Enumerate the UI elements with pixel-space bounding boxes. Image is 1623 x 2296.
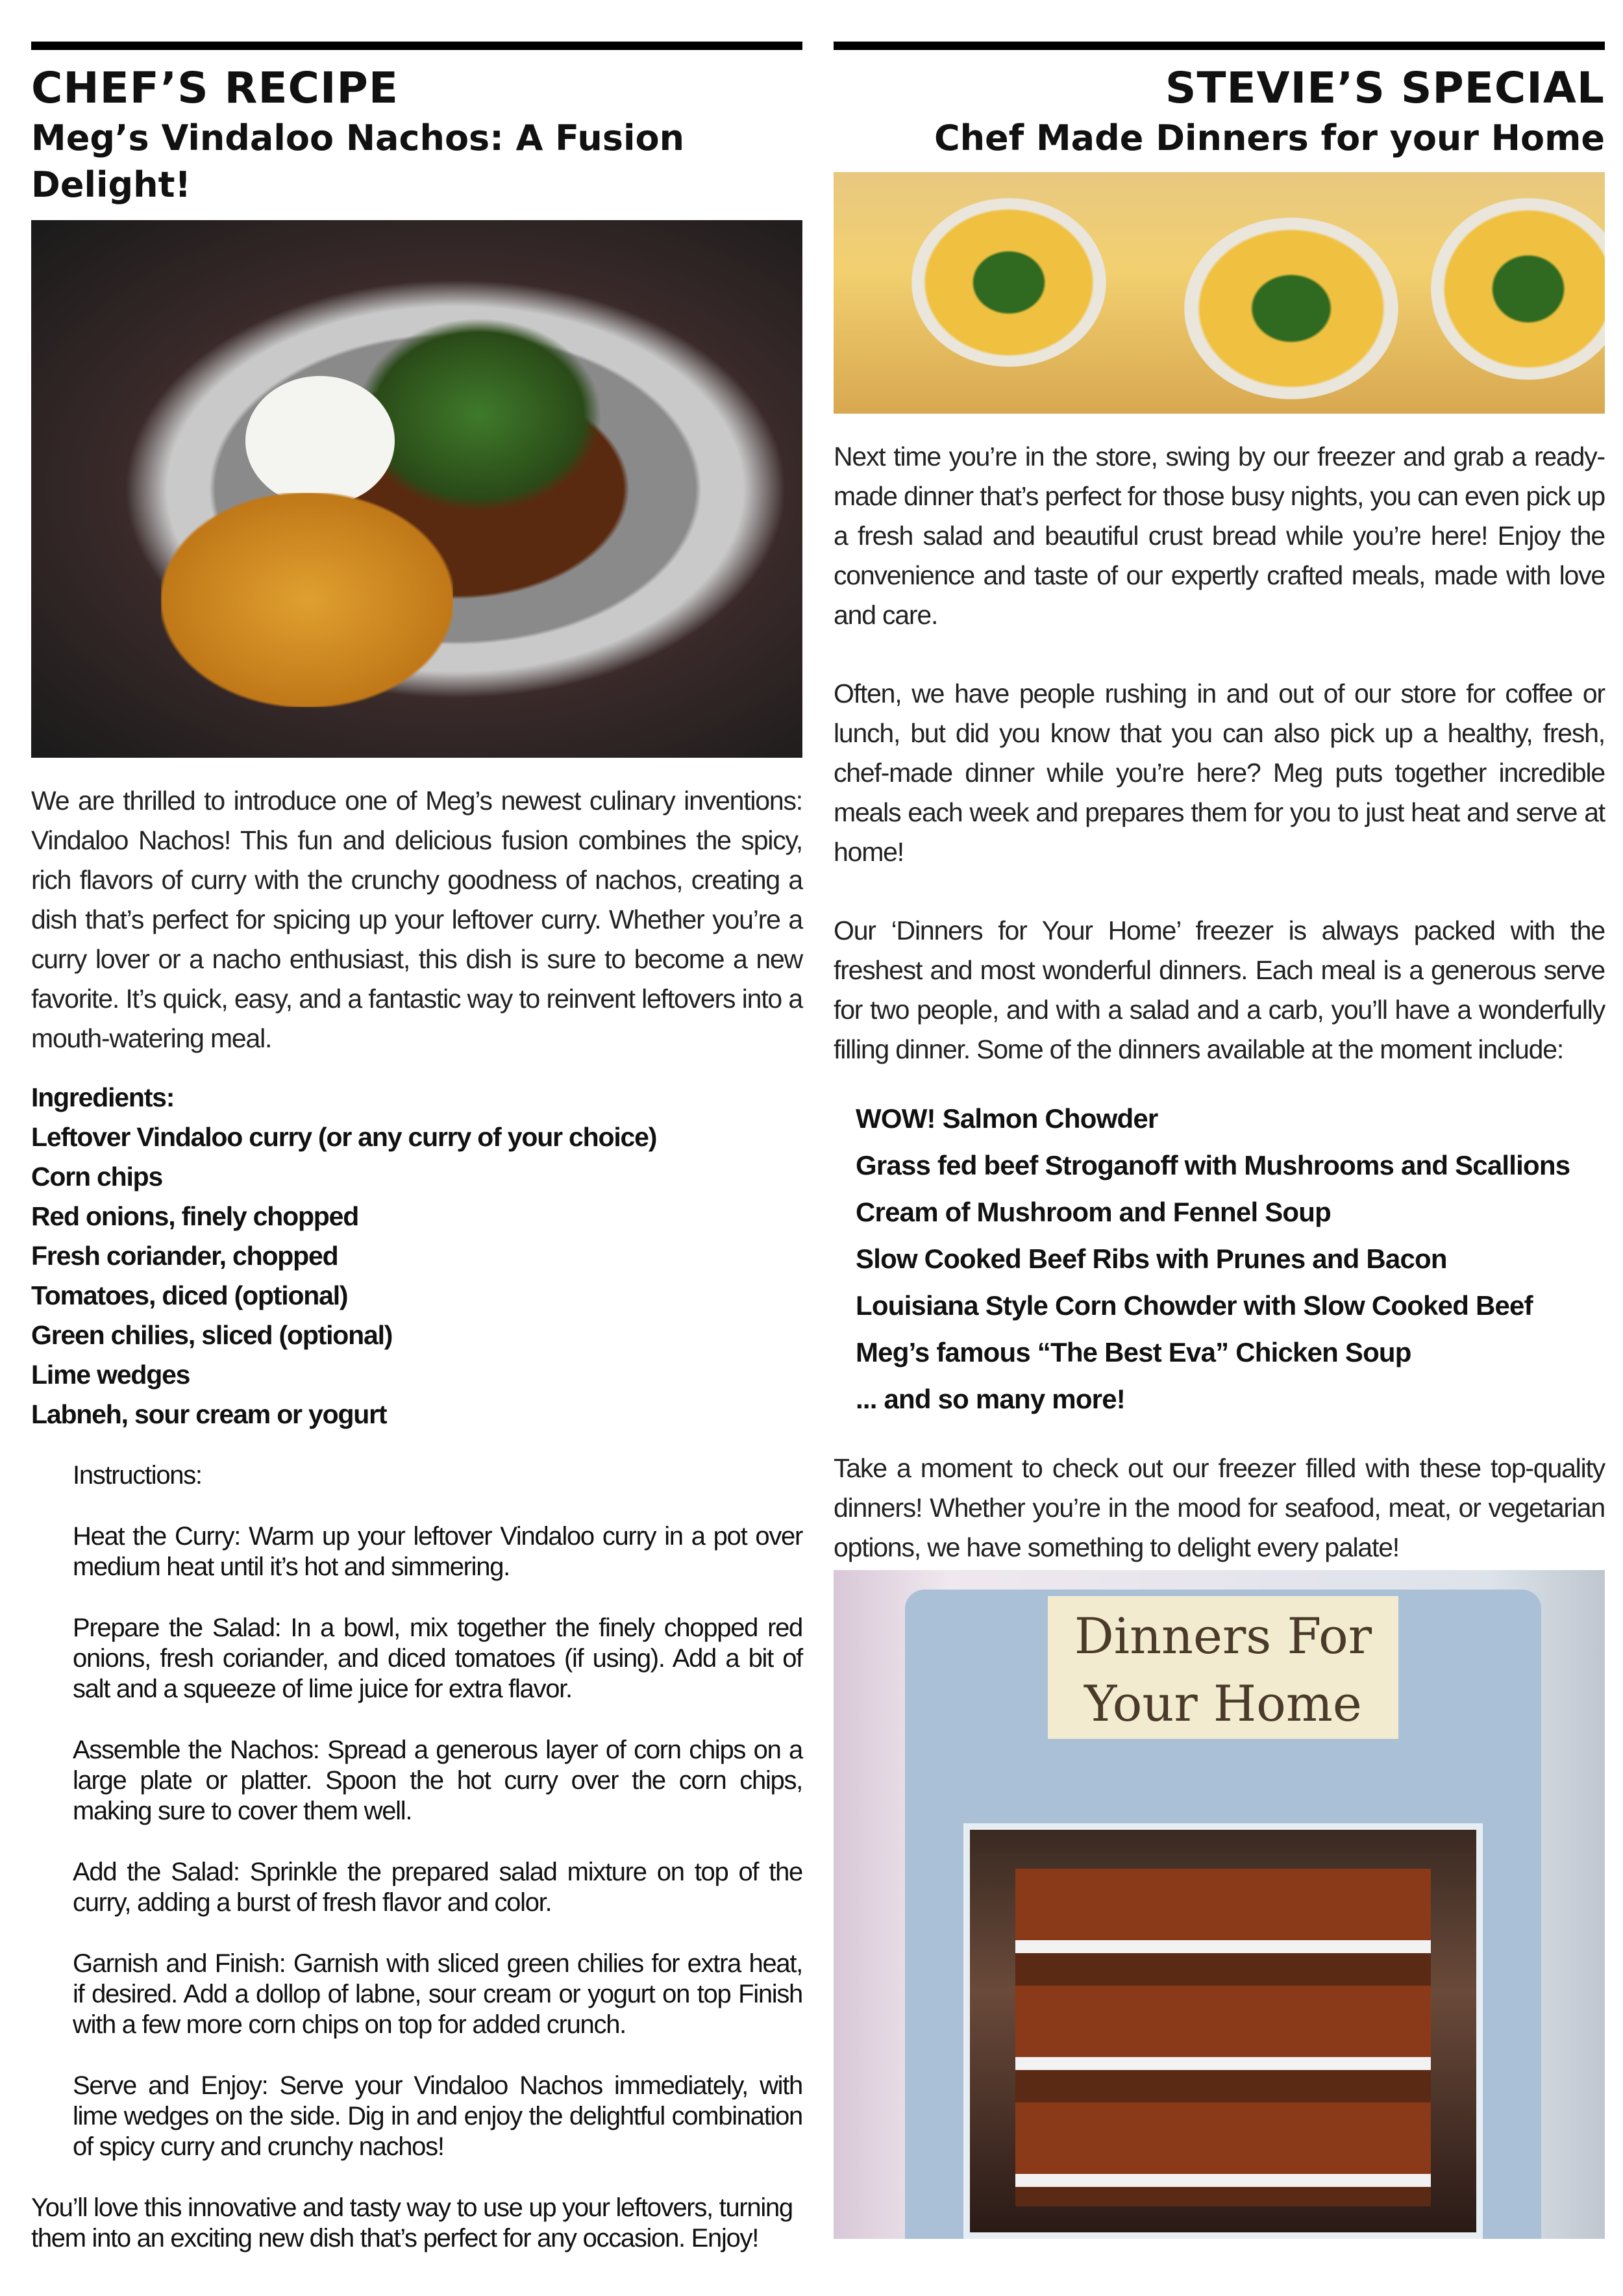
nachos-photo — [31, 220, 802, 758]
chefs-recipe-column — [31, 42, 802, 2254]
step: Garnish and Finish: Garnish with sliced green chilies for extra heat, if desired. Add a dollop of labne, sour cream or yogurt on top Finish with a few more corn chips on top for added crunch. — [73, 1949, 802, 2039]
step: Prepare the Salad: In a bowl, mix together the finely chopped red onions, fresh coriander, and diced tomatoes (if using). Add a bit of salt and a squeeze of lime juice for extra flavor. — [73, 1614, 802, 1703]
dinner-item: ... and so many more! — [856, 1384, 1125, 1414]
article-title: Meg’s Vindaloo Nachos: A Fusion Delight! — [31, 118, 685, 205]
dinner-item: Cream of Mushroom and Fennel Soup — [856, 1197, 1331, 1227]
step: Heat the Curry: Warm up your leftover Vindaloo curry in a pot over medium heat until it’s hot and simmering. — [73, 1522, 802, 1581]
stevies-special-column — [834, 42, 1605, 1732]
dinner-item: Meg’s famous “The Best Eva” Chicken Soup — [856, 1337, 1411, 1367]
ingredient: Tomatoes, diced (optional) — [31, 1280, 348, 1310]
ingredient: Fresh coriander, chopped — [31, 1241, 338, 1271]
instructions-heading: Instructions: — [73, 1461, 202, 1490]
article-title: Chef Made Dinners for your Home — [934, 118, 1605, 158]
sign-line: Dinners For — [1074, 1607, 1372, 1665]
paragraph: Our ‘Dinners for Your Home’ freezer is always packed with the freshest and most wonderful dinners. Each meal is a generous serve for two people, and with a salad and a carb, you’ll have a wonderfully filling dinner. Some of the dinners available at the moment include: — [834, 916, 1605, 1064]
step: Add the Salad: Sprinkle the prepared salad mixture on top of the curry, adding a burst of fresh flavor and color. — [73, 1858, 802, 1917]
divider — [31, 42, 802, 50]
section-kicker: CHEF’S RECIPE — [31, 63, 399, 113]
ingredient: Corn chips — [31, 1162, 163, 1192]
dinners-list — [834, 1095, 1605, 1423]
paragraph: Next time you’re in the store, swing by our freezer and grab a ready-made dinner that’s perfect for those busy nights, you can even pick up a fresh salad and beautiful crust bread while you’re here! Enjoy the convenience and taste of our expertly crafted meals, made with love and care. — [834, 442, 1605, 630]
dinner-item: Louisiana Style Corn Chowder with Slow Cooked Beef — [856, 1290, 1533, 1321]
ingredient: Green chilies, sliced (optional) — [31, 1320, 393, 1350]
step: Assemble the Nachos: Spread a generous layer of corn chips on a large plate or platter. Spoon the hot curry over the corn chips, making sure to cover them well. — [73, 1736, 802, 1825]
closing-paragraph: Take a moment to check out our freezer filled with these top-quality dinners! Whether you’re in the mood for seafood, meat, or vegetarian options, we have something to delight every palate! — [834, 1453, 1605, 1562]
soup-cups-photo — [834, 172, 1605, 414]
dinner-item: Slow Cooked Beef Ribs with Prunes and Bacon — [856, 1243, 1447, 1274]
ingredient: Red onions, finely chopped — [31, 1201, 359, 1231]
ingredient: Lime wedges — [31, 1360, 190, 1390]
divider — [834, 42, 1605, 50]
ingredients-list — [31, 1078, 802, 1434]
sign-line: Your Home — [1084, 1675, 1362, 1732]
freezer-photo — [834, 1570, 1605, 2239]
paragraph: Often, we have people rushing in and out of our store for coffee or lunch, but did you know that you can also pick up a healthy, fresh, chef-made dinner while you’re here? Meg puts together incredible meals each week and prepares them for you to just heat and serve at home! — [834, 679, 1605, 867]
intro-paragraph: We are thrilled to introduce one of Meg’s newest culinary inventions: Vindaloo Nachos! This fun and delicious fusion combines the spicy, rich flavors of curry with the crunchy goodness of nachos, creating a dish that’s perfect for spicing up your leftover curry. Whether you’re a curry lover or a nacho enthusiast, this dish is sure to become a new favorite. It’s quick, easy, and a fantastic way to reinvent leftovers into a mouth-watering meal. — [31, 786, 802, 1053]
dinner-item: Grass fed beef Stroganoff with Mushrooms and Scallions — [856, 1150, 1570, 1180]
article-body — [834, 437, 1605, 1069]
ingredient: Leftover Vindaloo curry (or any curry of your choice) — [31, 1122, 657, 1152]
freezer-sign — [1048, 1596, 1398, 1739]
step: Serve and Enjoy: Serve your Vindaloo Nachos immediately, with lime wedges on the side. Dig in and enjoy the delightful combination of spicy curry and crunchy nachos! — [73, 2071, 802, 2161]
dinner-item: WOW! Salmon Chowder — [856, 1103, 1158, 1134]
ingredient: Labneh, sour cream or yogurt — [31, 1399, 387, 1429]
section-kicker: STEVIE’S SPECIAL — [1165, 63, 1605, 113]
outro-paragraph: You’ll love this innovative and tasty way to use up your leftovers, turning them into an exciting new dish that’s perfect for any occasion. Enjoy! — [31, 2193, 793, 2252]
instructions — [31, 1460, 802, 2162]
ingredients-heading: Ingredients: — [31, 1082, 175, 1112]
